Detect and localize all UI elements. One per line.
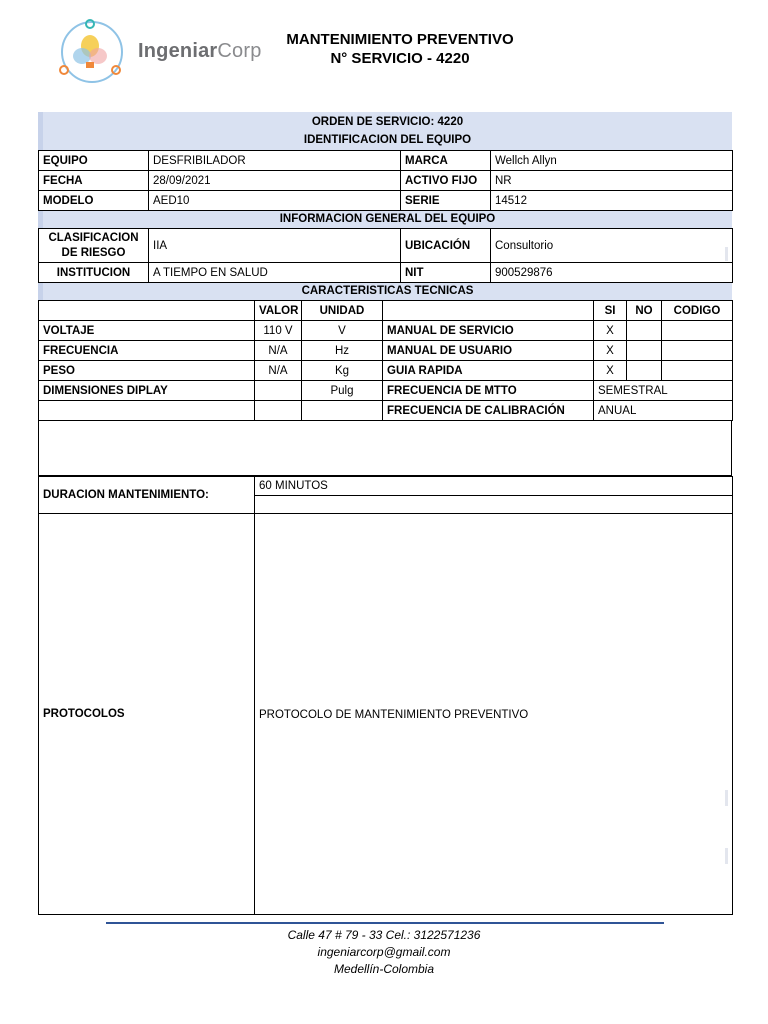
peso-valor: N/A xyxy=(255,361,302,381)
activo-fijo-label: ACTIVO FIJO xyxy=(401,171,491,191)
blank-cell xyxy=(255,495,733,514)
voltaje-unidad: V xyxy=(302,321,383,341)
blank-cell xyxy=(302,401,383,421)
equipo-value: DESFRIBILADOR xyxy=(149,151,401,171)
table-row xyxy=(39,151,733,171)
table-row xyxy=(39,514,733,915)
footer-email: ingeniarcorp@gmail.com xyxy=(317,945,451,959)
scroll-marker xyxy=(725,848,728,864)
nit-value: 900529876 xyxy=(491,263,733,283)
service-order-sheet xyxy=(38,112,732,915)
protocolos-label: PROTOCOLOS xyxy=(39,514,255,915)
modelo-label: MODELO xyxy=(39,191,149,211)
manual-usuario-codigo xyxy=(662,341,733,361)
identification-title: IDENTIFICACION DEL EQUIPO xyxy=(303,134,472,146)
table-row xyxy=(39,263,733,283)
table-row xyxy=(39,321,733,341)
document-title xyxy=(250,30,550,68)
marca-label: MARCA xyxy=(401,151,491,171)
table-row xyxy=(39,341,733,361)
general-info-band: INFORMACION GENERAL DEL EQUIPO xyxy=(38,211,732,228)
table-row xyxy=(39,401,733,421)
scroll-marker xyxy=(725,247,728,261)
manual-servicio-no xyxy=(627,321,662,341)
general-info-table xyxy=(38,228,733,283)
table-row xyxy=(39,301,733,321)
activo-fijo-value: NR xyxy=(491,171,733,191)
technical-table xyxy=(38,300,733,421)
footer-city: Medellín-Colombia xyxy=(333,962,435,976)
voltaje-valor: 110 V xyxy=(255,321,302,341)
table-row xyxy=(39,477,733,496)
dimensiones-valor xyxy=(255,381,302,401)
peso-label: PESO xyxy=(39,361,255,381)
clasificacion-label: CLASIFICACION DE RIESGO xyxy=(39,229,149,263)
table-row xyxy=(39,361,733,381)
service-number: N° SERVICIO - 4220 xyxy=(330,50,470,67)
frecuencia-valor: N/A xyxy=(255,341,302,361)
clasificacion-value: IIA xyxy=(149,229,401,263)
guia-rapida-no xyxy=(627,361,662,381)
equipment-identification-table xyxy=(38,150,733,211)
table-row xyxy=(39,171,733,191)
voltaje-label: VOLTAJE xyxy=(39,321,255,341)
equipo-label: EQUIPO xyxy=(39,151,149,171)
si-header: SI xyxy=(594,301,627,321)
brand-name: IngeniarCorp xyxy=(138,40,262,62)
institucion-value: A TIEMPO EN SALUD xyxy=(149,263,401,283)
guia-rapida-codigo xyxy=(662,361,733,381)
page-header xyxy=(0,0,768,100)
technical-band: CARACTERISTICAS TECNICAS xyxy=(38,283,732,300)
page-footer xyxy=(0,927,768,978)
duracion-label: DURACION MANTENIMIENTO: xyxy=(39,477,255,514)
peso-unidad: Kg xyxy=(302,361,383,381)
guia-rapida-si: X xyxy=(594,361,627,381)
blank-cell xyxy=(383,301,594,321)
frecuencia-mtto-value: SEMESTRAL xyxy=(594,381,733,401)
document-title-main: MANTENIMIENTO PREVENTIVO xyxy=(286,31,514,48)
unidad-header: UNIDAD xyxy=(302,301,383,321)
nit-label: NIT xyxy=(401,263,491,283)
manual-usuario-no xyxy=(627,341,662,361)
manual-usuario-label: MANUAL DE USUARIO xyxy=(383,341,594,361)
modelo-value: AED10 xyxy=(149,191,401,211)
blank-cell xyxy=(39,301,255,321)
no-header: NO xyxy=(627,301,662,321)
frecuencia-unidad: Hz xyxy=(302,341,383,361)
frecuencia-calibracion-label: FRECUENCIA DE CALIBRACIÓN xyxy=(383,401,594,421)
ubicacion-value: Consultorio xyxy=(491,229,733,263)
valor-header: VALOR xyxy=(255,301,302,321)
dimensiones-label: DIMENSIONES DIPLAY xyxy=(39,381,255,401)
blank-area xyxy=(38,421,732,476)
order-title: ORDEN DE SERVICIO: 4220 xyxy=(311,116,464,128)
manual-servicio-label: MANUAL DE SERVICIO xyxy=(383,321,594,341)
frecuencia-label: FRECUENCIA xyxy=(39,341,255,361)
footer-address: Calle 47 # 79 - 33 Cel.: 3122571236 xyxy=(287,928,481,942)
table-row xyxy=(39,229,733,263)
frecuencia-calibracion-value: ANUAL xyxy=(594,401,733,421)
manual-servicio-si: X xyxy=(594,321,627,341)
fecha-label: FECHA xyxy=(39,171,149,191)
duration-protocols-table xyxy=(38,476,733,915)
institucion-label: INSTITUCION xyxy=(39,263,149,283)
scroll-marker xyxy=(725,790,728,806)
duracion-value: 60 MINUTOS xyxy=(255,477,733,496)
frecuencia-mtto-label: FRECUENCIA DE MTTO xyxy=(383,381,594,401)
fecha-value: 28/09/2021 xyxy=(149,171,401,191)
protocolos-value: PROTOCOLO DE MANTENIMIENTO PREVENTIVO xyxy=(255,514,733,915)
serie-value: 14512 xyxy=(491,191,733,211)
table-row xyxy=(39,381,733,401)
manual-servicio-codigo xyxy=(662,321,733,341)
blank-cell xyxy=(39,401,255,421)
guia-rapida-label: GUIA RAPIDA xyxy=(383,361,594,381)
ubicacion-label: UBICACIÓN xyxy=(401,229,491,263)
table-row xyxy=(39,191,733,211)
codigo-header: CODIGO xyxy=(662,301,733,321)
order-band xyxy=(38,112,732,150)
footer-divider xyxy=(106,922,664,924)
manual-usuario-si: X xyxy=(594,341,627,361)
dimensiones-unidad: Pulg xyxy=(302,381,383,401)
blank-cell xyxy=(255,401,302,421)
serie-label: SERIE xyxy=(401,191,491,211)
marca-value: Wellch Allyn xyxy=(491,151,733,171)
